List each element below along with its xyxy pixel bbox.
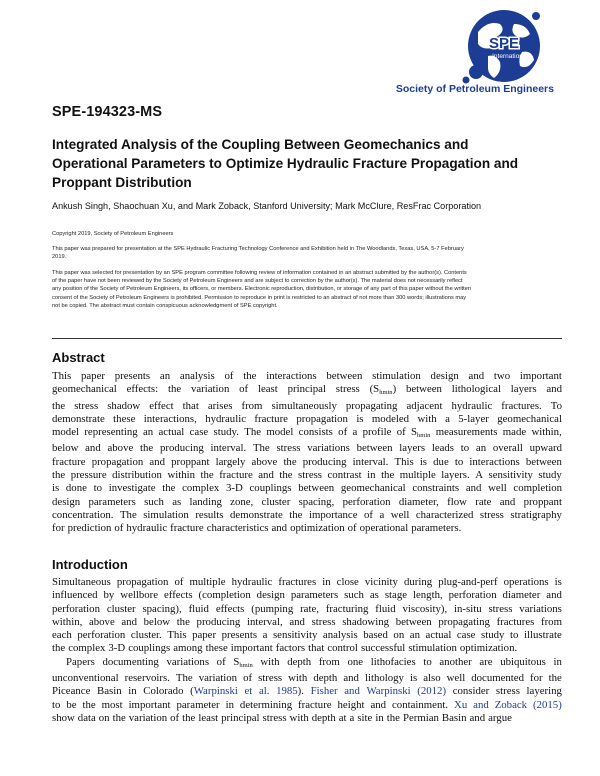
notice-line: not be copied. The abstract must contain conspicuous acknowledgment of SPE copyright. bbox=[52, 302, 278, 309]
text-line: unconventional reservoirs. The variation of stress with depth and lithology is also well documented for the bbox=[52, 672, 562, 685]
citation-link[interactable]: (2012) bbox=[417, 685, 447, 698]
abstract-body bbox=[52, 370, 562, 536]
text-line: is done to investigate the complex 3-D couplings between geomechanical constraints and well completion bbox=[52, 482, 562, 495]
citation-link[interactable]: Warpinski bbox=[366, 685, 411, 698]
text-line: Papers documenting variations of $S_{hmin}$ with depth from one lithofacies to another are ubiquitous in bbox=[66, 655, 562, 669]
text-line: the pressure distribution within the fracture and the stress contrast in the multiple layers. A sensitivity study bbox=[52, 469, 562, 482]
text-line: influenced by wellbore effects (completion design parameters such as stage length, perforation diameter and bbox=[52, 589, 562, 602]
text-line: to be the most important parameter in determining fracture height and containment. Xu and Zoback (2015) bbox=[52, 698, 562, 711]
notice-line: This paper was prepared for presentation at the SPE Hydraulic Fracturing Technology Conference and Exhibition held in The Woodlands, Texas, USA, 5-7 February bbox=[52, 246, 464, 252]
text-line: Piceance Basin in Colorado (Warpinski et al. 1985). Fisher and Warpinski (2012) consider stress layering bbox=[52, 685, 562, 698]
author-list: Ankush Singh, Shaochuan Xu, and Mark Zoback, Stanford University; Mark McClure, ResFrac Corporation bbox=[52, 201, 482, 211]
citation-link[interactable]: Xu bbox=[454, 698, 468, 711]
text-line: fracture propagation and proppant largely above the producing interval. This is due to interactions between bbox=[52, 455, 562, 468]
text-line: design parameters such as landing zone, cluster spacing, perforation diameter, flow rate and proppant bbox=[52, 495, 562, 508]
text-line: below and above the producing interval. The stress variations between layers leads to an overall upward bbox=[52, 442, 562, 455]
citation-link[interactable]: Warpinski bbox=[193, 685, 238, 698]
text-line: demonstrate these interactions, hydraulic fracture propagation is modeled with a 5-layer geomechanical bbox=[52, 412, 562, 425]
text-line: geomechanical effects: the variation of least principal stress $(S_{hmin})$ between lithological layers and bbox=[52, 383, 562, 397]
introduction-heading: Introduction bbox=[52, 557, 128, 572]
abstract-heading: Abstract bbox=[52, 350, 105, 365]
globe-icon bbox=[418, 8, 558, 88]
paper-id: SPE-194323-MS bbox=[52, 104, 163, 120]
text-line: This paper presents an analysis of the interactions between stimulation design and two important bbox=[52, 370, 562, 382]
section-divider bbox=[52, 338, 562, 339]
citation-link[interactable]: Fisher bbox=[310, 685, 338, 698]
badge-text: SPE bbox=[488, 35, 520, 52]
citation-link[interactable]: 1985 bbox=[276, 685, 298, 698]
badge-subtext: International bbox=[492, 53, 528, 60]
notice-line: any position of the Society of Petroleum Engineers, its officers, or members. Electronic reproduction, distribution, or storage of any part of this paper without the written bbox=[52, 286, 472, 293]
text-line: within, above and below the producing interval, and stress shadowing between propagating fractures from bbox=[52, 615, 562, 628]
text-line: Simultaneous propagation of multiple hydraulic fractures in close vicinity during plug-and-perf operations is bbox=[52, 576, 562, 588]
citation-link[interactable]: Zoback bbox=[494, 698, 528, 711]
citation-link[interactable]: et bbox=[244, 685, 253, 698]
notice-line: 2019. bbox=[52, 254, 67, 261]
text-line: each perforation cluster. This paper presents a sensitivity analysis based on an actual case study to illustrate bbox=[52, 629, 562, 642]
text-line: model representing an actual case study. The model consists of a profile of $S_{hmin}$ measurements made within, bbox=[52, 426, 562, 440]
citation-link[interactable]: (2015) bbox=[533, 698, 562, 711]
introduction-body bbox=[52, 576, 562, 725]
copyright-notice bbox=[52, 230, 562, 238]
presentation-notice bbox=[52, 245, 562, 261]
title-line: Operational Parameters to Optimize Hydraulic Fracture Propagation and bbox=[52, 156, 519, 171]
notice-line: of the paper have not been reviewed by the Society of Petroleum Engineers and are subject to correction by the author(s). The material does not necessarily reflect bbox=[52, 278, 463, 285]
paper-title bbox=[52, 135, 572, 192]
title-line: Integrated Analysis of the Coupling Between Geomechanics and bbox=[52, 137, 469, 152]
notice-line: consent of the Society of Petroleum Engineers is prohibited. Permission to reproduce in print is restricted to an abstract of not more than 300 words; illustrations may bbox=[52, 294, 467, 301]
text-line: the stress shadow effect that arises from simultaneously propagating adjacent hydraulic fractures. To bbox=[52, 399, 562, 412]
text-line: perforation cluster spacing), fluid effects (pumping rate, fracturing fluid viscosity), in-situ stress variations bbox=[52, 602, 562, 615]
text-line: concentration. The simulation results demonstrate the importance of a well characterized stress stratigraphy bbox=[52, 508, 562, 521]
text-line: for prediction of hydraulic fracture characteristics and optimization of operational parameters. bbox=[52, 522, 462, 535]
copyright-text: Copyright 2019, Society of Petroleum Engineers bbox=[52, 231, 174, 237]
text-line: show data on the variation of the least principal stress with depth at a site in the Permian Basin and argue bbox=[52, 711, 512, 724]
citation-link[interactable]: al. bbox=[258, 685, 270, 698]
org-name: Society of Petroleum Engineers bbox=[395, 83, 554, 95]
citation-link[interactable]: and bbox=[473, 698, 489, 711]
citation-link[interactable]: and bbox=[344, 685, 360, 698]
text-line: the complex 3-D couplings among these important factors that control successful stimulation optimization. bbox=[52, 642, 518, 655]
selection-notice bbox=[52, 269, 562, 310]
notice-line: This paper was selected for presentation by an SPE program committee following review of information contained in an abstract submitted by the author(s). Contents bbox=[52, 270, 467, 276]
title-line: Proppant Distribution bbox=[52, 175, 192, 190]
